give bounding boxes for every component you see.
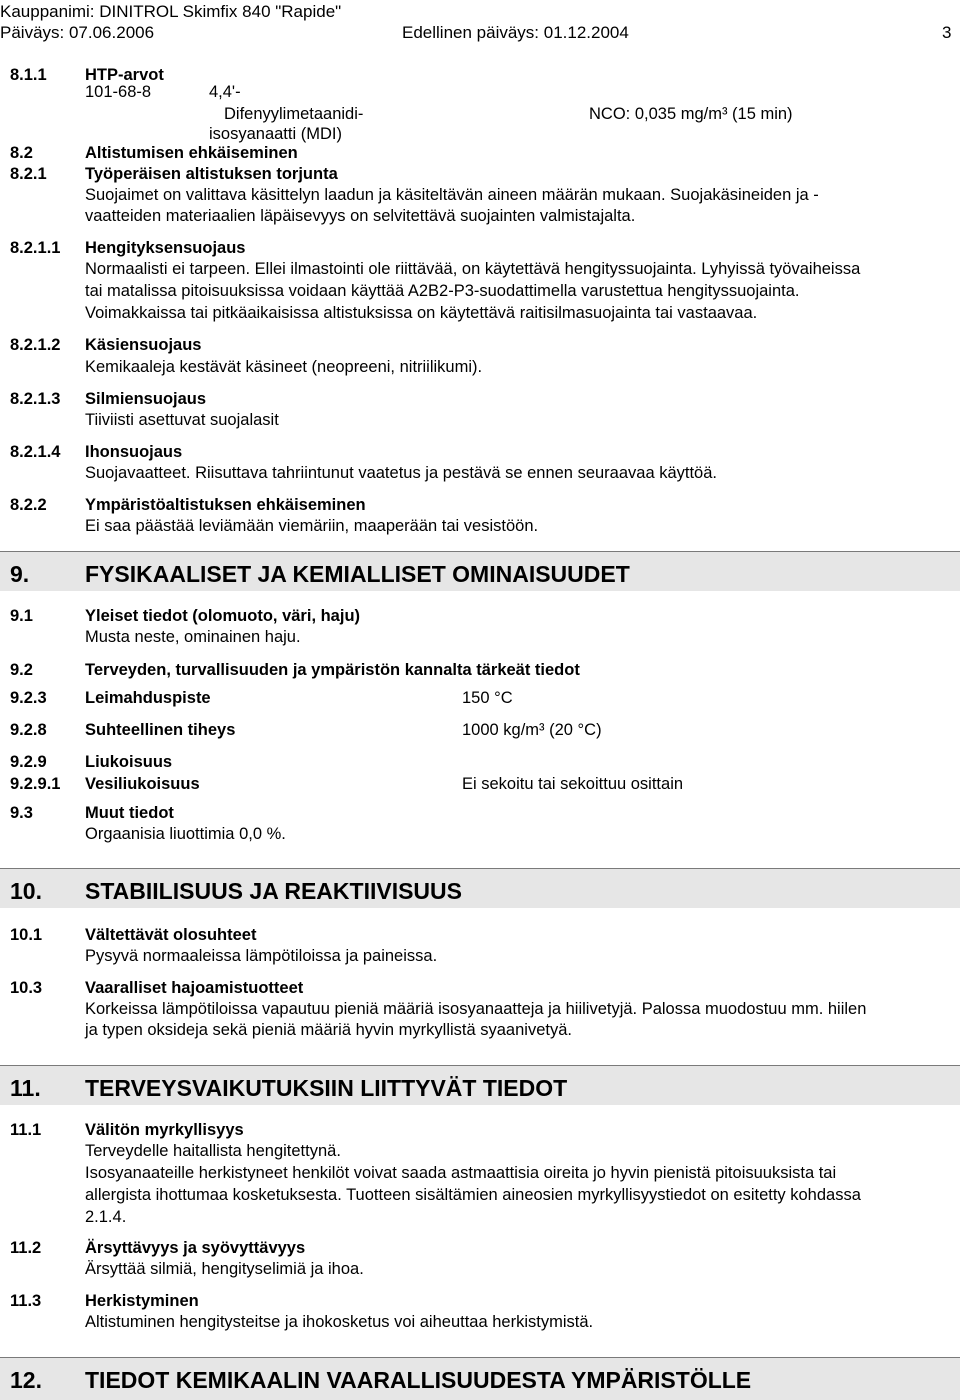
section-number: 8.2.1.4: [10, 443, 61, 461]
section-heading-title: STABIILISUUS JA REAKTIIVISUUS: [85, 878, 462, 904]
section-title: Ärsyttävyys ja syövyttävyys: [85, 1239, 306, 1257]
trade-name: Kauppanimi: DINITROL Skimfix 840 "Rapide": [0, 2, 342, 21]
paragraph-line: Orgaanisia liuottimia 0,0 %.: [85, 825, 286, 843]
property-value: 1000 kg/m³ (20 °C): [462, 721, 602, 739]
section-title: Hengityksensuojaus: [85, 239, 246, 257]
section-heading-title: TERVEYSVAIKUTUKSIIN LIITTYVÄT TIEDOT: [85, 1075, 568, 1101]
section-title: Työperäisen altistuksen torjunta: [85, 165, 338, 183]
paragraph-line: Musta neste, ominainen haju.: [85, 628, 301, 646]
paragraph-line: allergista ihottumaa kosketuksesta. Tuotteen sisältämien aineosien myrkyllisyystiedot on esitetty kohdassa: [85, 1186, 861, 1204]
paragraph-line: Voimakkaissa tai pitkäaikaisissa altistuksissa on käytettävä raitisilmasuojainta tai vastaavaa.: [85, 304, 758, 322]
substance-name-line: Difenyylimetaanidi-: [224, 105, 364, 123]
paragraph-line: Normaalisti ei tarpeen. Ellei ilmastointi ole riittävää, on käytettävä hengityssuojainta. Lyhyissä työvaiheissa: [85, 260, 861, 278]
section-number: 8.1.1: [10, 66, 47, 84]
section-number: 8.2.1: [10, 165, 47, 183]
section-title: Vältettävät olosuhteet: [85, 926, 257, 944]
substance-name-line: 4,4'-: [209, 83, 241, 101]
section-heading-number: 12.: [10, 1367, 42, 1393]
document-date: Päiväys: 07.06.2006: [0, 23, 155, 42]
section-title: Terveyden, turvallisuuden ja ympäristön kannalta tärkeät tiedot: [85, 661, 580, 679]
section-number: 9.2: [10, 661, 33, 679]
section-number: 8.2: [10, 144, 33, 162]
section-number: 8.2.1.2: [10, 336, 61, 354]
paragraph-line: Korkeissa lämpötiloissa vapautuu pieniä määriä isosyanaatteja ja hiilivetyjä. Palossa muodostuu mm. hiilen: [85, 1000, 867, 1018]
paragraph-line: tai matalissa pitoisuuksissa voidaan käyttää A2B2-P3-suodattimella varustettua hengityssuojainta.: [85, 282, 800, 300]
section-number: 11.3: [10, 1292, 42, 1310]
section-title: Välitön myrkyllisyys: [85, 1121, 244, 1139]
section-title: Ihonsuojaus: [85, 443, 183, 461]
paragraph-line: Suojavaatteet. Riisuttava tahriintunut vaatetus ja pestävä se ennen seuraavaa käyttöä.: [85, 464, 717, 482]
substance-name-line: isosyanaatti (MDI): [209, 125, 342, 143]
section-number: 8.2.1.1: [10, 239, 61, 257]
paragraph-line: Pysyvä normaaleissa lämpötiloissa ja paineissa.: [85, 947, 438, 965]
paragraph-line: 2.1.4.: [85, 1208, 127, 1226]
section-number: 10.1: [10, 926, 43, 944]
section-title: Altistumisen ehkäiseminen: [85, 144, 298, 162]
property-number: 9.2.9: [10, 753, 47, 771]
page-number: 3: [942, 23, 952, 42]
property-value: Ei sekoitu tai sekoittuu osittain: [462, 775, 684, 793]
property-number: 9.2.3: [10, 689, 47, 707]
section-heading-band: [0, 551, 960, 591]
section-number: 11.1: [10, 1121, 42, 1139]
paragraph-line: Suojaimet on valittava käsittelyn laadun ja käsiteltävän aineen määrän mukaan. Suojakäsineiden ja -: [85, 186, 819, 204]
section-title: Ympäristöaltistuksen ehkäiseminen: [85, 496, 366, 514]
property-name: Liukoisuus: [85, 753, 173, 771]
previous-date: Edellinen päiväys: 01.12.2004: [402, 23, 629, 42]
property-value: 150 °C: [462, 689, 513, 707]
paragraph-line: Isosyanaateille herkistyneet henkilöt voivat saada astmaattisia oireita jo hyvin pienistä pitoisuuksista tai: [85, 1164, 837, 1182]
paragraph-line: Altistuminen hengitysteitse ja ihokosketus voi aiheuttaa herkistymistä.: [85, 1313, 594, 1331]
section-number: 8.2.1.3: [10, 390, 61, 408]
section-heading-title: TIEDOT KEMIKAALIN VAARALLISUUDESTA YMPÄRISTÖLLE: [85, 1367, 752, 1393]
paragraph-line: ja typen oksideja sekä pieniä määriä hyvin myrkyllistä syaanivetyä.: [85, 1021, 572, 1039]
section-number: 9.3: [10, 804, 33, 822]
section-number: 8.2.2: [10, 496, 47, 514]
section-title: Silmiensuojaus: [85, 390, 207, 408]
nco-limit-value: NCO: 0,035 mg/m³ (15 min): [589, 105, 793, 123]
section-heading-title: FYSIKAALISET JA KEMIALLISET OMINAISUUDET: [85, 561, 630, 587]
paragraph-line: Ärsyttää silmiä, hengityselimiä ja ihoa.: [85, 1260, 364, 1278]
paragraph-line: Tiiviisti asettuvat suojalasit: [85, 411, 279, 429]
section-heading-band: [0, 868, 960, 908]
section-title: Käsiensuojaus: [85, 336, 202, 354]
section-number: 10.3: [10, 979, 43, 997]
section-heading-number: 9.: [10, 561, 30, 587]
paragraph-line: vaatteiden materiaalien läpäisevyys on selvitettävä suojainten valmistajalta.: [85, 207, 636, 225]
section-title: Muut tiedot: [85, 804, 174, 822]
section-heading-band: [0, 1357, 960, 1400]
section-title: HTP-arvot: [85, 66, 164, 84]
cas-number: 101-68-8: [85, 83, 152, 101]
section-title: Vaaralliset hajoamistuotteet: [85, 979, 304, 997]
property-number: 9.2.8: [10, 721, 47, 739]
section-title: Yleiset tiedot (olomuoto, väri, haju): [85, 607, 361, 625]
paragraph-line: Kemikaaleja kestävät käsineet (neopreeni, nitriilikumi).: [85, 358, 483, 376]
section-title: Herkistyminen: [85, 1292, 199, 1310]
section-heading-number: 10.: [10, 878, 42, 904]
section-heading-band: [0, 1065, 960, 1105]
property-name: Suhteellinen tiheys: [85, 721, 236, 739]
property-name: Vesiliukoisuus: [85, 775, 200, 793]
paragraph-line: Ei saa päästää leviämään viemäriin, maaperään tai vesistöön.: [85, 517, 539, 535]
section-number: 11.2: [10, 1239, 42, 1257]
property-name: Leimahduspiste: [85, 689, 211, 707]
section-heading-number: 11.: [10, 1075, 41, 1101]
paragraph-line: Terveydelle haitallista hengitettynä.: [85, 1142, 341, 1160]
property-number: 9.2.9.1: [10, 775, 61, 793]
section-number: 9.1: [10, 607, 33, 625]
